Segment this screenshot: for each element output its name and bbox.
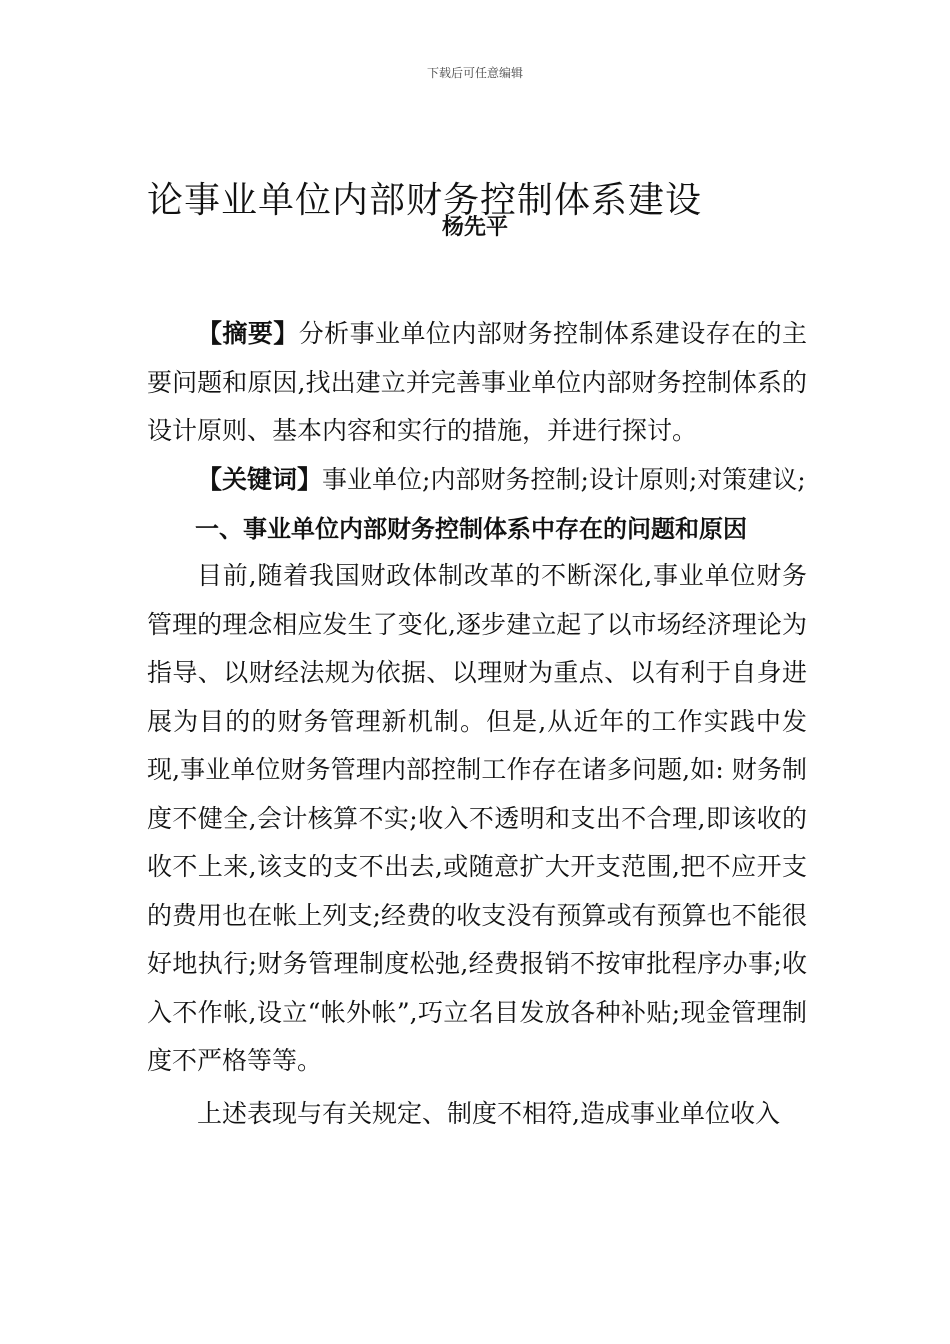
keywords-paragraph — [147, 456, 807, 505]
section1-paragraph-1: 目前,随着我国财政体制改革的不断深化,事业单位财务管理的理念相应发生了变化,逐步建立起了以市场经济理论为指导、以财经法规为依据、以理财为重点、以有利于自身进展为目的的财务管理新机制。但是,从近年的工作实践中发现,事业单位财务管理内部控制工作存在诸多问题,如: 财务制度不健全,会计核算不实;收入不透明和支出不合理,即该收的收不上来,该支的支不出去,或随意扩大开支范围,把不应开支的费用也在帐上列支;经费的收支没有预算或有预算也不能很好地执行;财务管理制度松弛,经费报销不按审批程序办事;收入不作帐,设立“帐外帐”,巧立名目发放各种补贴;现金管理制度不严格等等。 — [147, 561, 807, 1075]
abstract-paragraph — [147, 310, 807, 456]
document-author: 杨先平 — [441, 215, 508, 240]
keywords-label: 【关键词】 — [197, 464, 323, 494]
section-heading-1: 一、事业单位内部财务控制体系中存在的问题和原因 — [195, 515, 747, 543]
abstract-text: 分析事业单位内部财务控制体系建设存在的主要问题和原因,找出建立并完善事业单位内部财务控制体系的设计原则、基本内容和实行的措施，并进行探讨。 — [147, 319, 807, 445]
document-body — [147, 310, 807, 1138]
abstract-label: 【摘要】 — [197, 319, 299, 348]
page-header-note: 下载后可任意编辑 — [426, 66, 523, 80]
document-title: 论事业单位内部财务控制体系建设 — [147, 180, 703, 222]
section1-paragraph-2: 上述表现与有关规定、制度不相符,造成事业单位收入 — [197, 1098, 780, 1128]
keywords-text: 事业单位;内部财务控制;设计原则;对策建议; — [322, 464, 806, 494]
